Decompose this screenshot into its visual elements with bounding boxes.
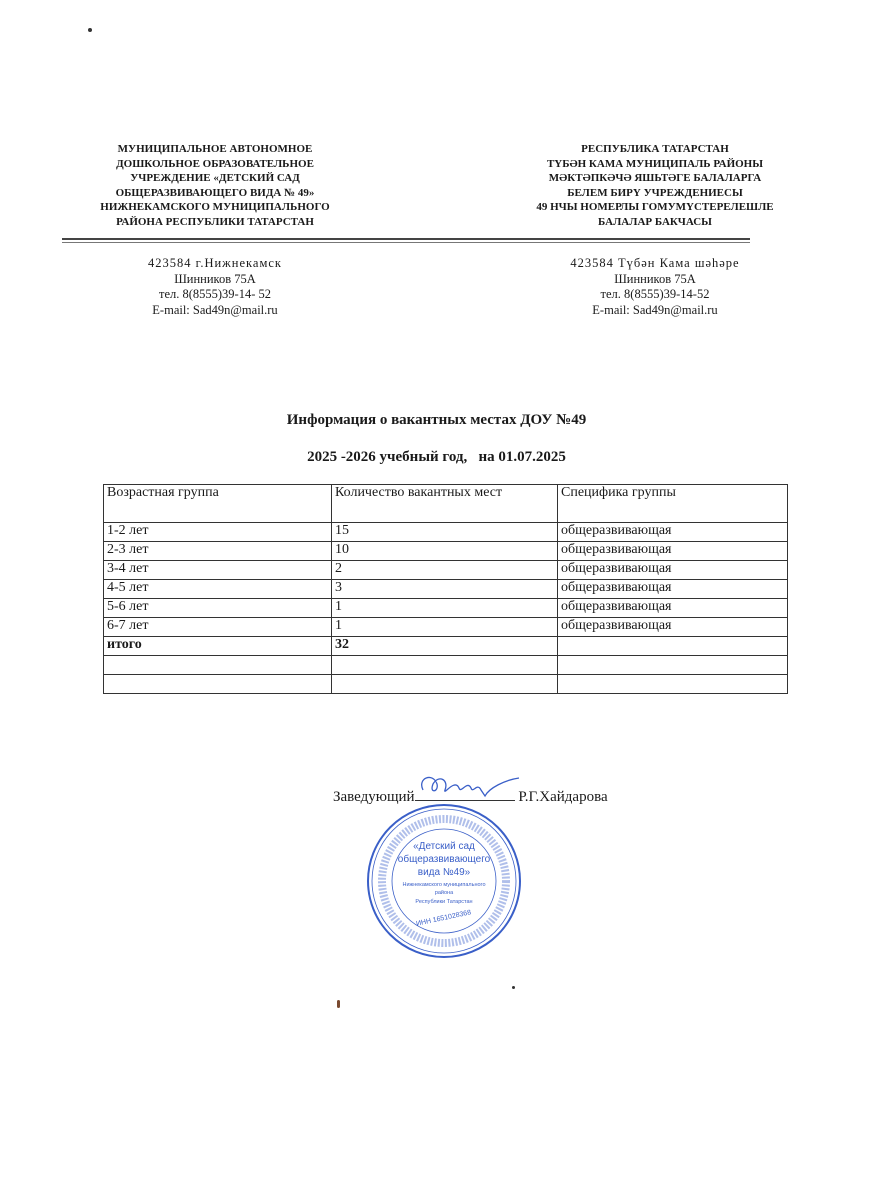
cell: 4-5 лет <box>104 580 332 599</box>
table-header-row <box>104 485 788 523</box>
cell: 5-6 лет <box>104 599 332 618</box>
header-line: БЕЛЕМ БИРҮ УЧРЕЖДЕНИЕСЫ <box>567 186 743 199</box>
svg-text:ИНН 1651028368: ИНН 1651028368 <box>415 909 472 928</box>
header-line: 49 НЧЫ НОМЕРЛЫ ГОМУМҮСТЕРЕЛЕШЛЕ <box>536 201 774 213</box>
document-subtitle: 2025 -2026 учебный год, на 01.07.2025 <box>307 449 566 465</box>
svg-text:Республики Татарстан: Республики Татарстан <box>415 899 473 905</box>
cell: 1 <box>332 599 558 618</box>
cell: 1-2 лет <box>104 523 332 542</box>
email-text: E-mail: Sad49n@mail.ru <box>592 302 718 317</box>
header-line: РЕСПУБЛИКА ТАТАРСТАН <box>581 143 729 155</box>
cell: 2 <box>332 561 558 580</box>
scan-speck <box>337 1000 340 1008</box>
official-stamp <box>365 802 523 960</box>
header-line: МУНИЦИПАЛЬНОЕ АВТОНОМНОЕ <box>117 143 313 155</box>
header-line: РАЙОНА РЕСПУБЛИКИ ТАТАРСТАН <box>116 215 314 228</box>
cell <box>558 675 788 694</box>
address-line: 423584 г.Нижнекамск <box>147 256 283 270</box>
cell: общеразвивающая <box>558 599 788 618</box>
cell: 3 <box>332 580 558 599</box>
table-row <box>104 618 788 637</box>
address-left <box>110 256 320 318</box>
header-line: ОБЩЕРАЗВИВАЮЩЕГО ВИДА № 49» <box>115 186 315 199</box>
address-line: тел. 8(8555)39-14-52 <box>600 287 710 301</box>
signature-line <box>415 786 515 801</box>
header-line: ДОШКОЛЬНОЕ ОБРАЗОВАТЕЛЬНОЕ <box>116 157 314 170</box>
signatory-position: Заведующий <box>333 789 415 805</box>
header-cell: Специфика группы <box>558 485 788 523</box>
table-row <box>104 656 788 675</box>
header-divider <box>62 238 750 240</box>
signatory-name: Р.Г.Хайдарова <box>518 789 608 805</box>
cell: 15 <box>332 523 558 542</box>
cell: 3-4 лет <box>104 561 332 580</box>
scan-speck <box>512 986 515 989</box>
address-right <box>545 256 765 318</box>
email-text: E-mail: Sad49n@mail.ru <box>152 302 278 317</box>
header-right <box>510 142 800 229</box>
table-row <box>104 675 788 694</box>
header-line: НИЖНЕКАМСКОГО МУНИЦИПАЛЬНОГО <box>100 201 330 213</box>
table-row <box>104 599 788 618</box>
address-line: тел. 8(8555)39-14- 52 <box>158 287 272 301</box>
cell: общеразвивающая <box>558 618 788 637</box>
cell: 1 <box>332 618 558 637</box>
table-row <box>104 561 788 580</box>
header-cell: Количество вакантных мест <box>332 485 558 523</box>
svg-text:«Детский сад: «Детский сад <box>413 841 475 852</box>
cell <box>558 637 788 656</box>
cell <box>104 656 332 675</box>
cell: общеразвивающая <box>558 561 788 580</box>
table-row <box>104 542 788 561</box>
cell: 6-7 лет <box>104 618 332 637</box>
address-line: 423584 Түбән Кама шәһәре <box>570 256 740 270</box>
stamp-seal <box>365 802 523 960</box>
header-line: МӘКТӘПКӘЧӘ ЯШЬТӘГЕ БАЛАЛАРГА <box>548 172 762 184</box>
cell <box>332 656 558 675</box>
svg-text:общеразвивающего: общеразвивающего <box>397 854 491 865</box>
handwritten-signature <box>415 770 525 800</box>
header-line: БАЛАЛАР БАКЧАСЫ <box>598 215 712 228</box>
table-total-row <box>104 637 788 656</box>
header-cell: Возрастная группа <box>104 485 332 523</box>
cell: 10 <box>332 542 558 561</box>
document-title: Информация о вакантных местах ДОУ №49 <box>286 412 587 428</box>
svg-text:вида №49»: вида №49» <box>417 867 471 878</box>
cell <box>104 675 332 694</box>
cell: общеразвивающая <box>558 542 788 561</box>
cell: 2-3 лет <box>104 542 332 561</box>
table-row <box>104 580 788 599</box>
cell: общеразвивающая <box>558 523 788 542</box>
vacancy-table <box>103 484 788 694</box>
address-line: Шинников 75А <box>614 271 696 286</box>
cell <box>558 656 788 675</box>
scan-speck <box>88 28 92 32</box>
svg-text:района: района <box>434 890 454 896</box>
header-left <box>80 142 350 229</box>
header-line: УЧРЕЖДЕНИЕ «ДЕТСКИЙ САД <box>130 172 300 184</box>
cell: общеразвивающая <box>558 580 788 599</box>
cell: итого <box>104 637 332 656</box>
address-line: Шинников 75А <box>174 271 256 286</box>
header-divider <box>62 242 750 243</box>
header-line: ТҮБӘН КАМА МУНИЦИПАЛЬ РАЙОНЫ <box>546 157 764 170</box>
svg-text:Нижнекамского муниципального: Нижнекамского муниципального <box>402 882 486 888</box>
cell: 32 <box>332 637 558 656</box>
cell <box>332 675 558 694</box>
table-row <box>104 523 788 542</box>
